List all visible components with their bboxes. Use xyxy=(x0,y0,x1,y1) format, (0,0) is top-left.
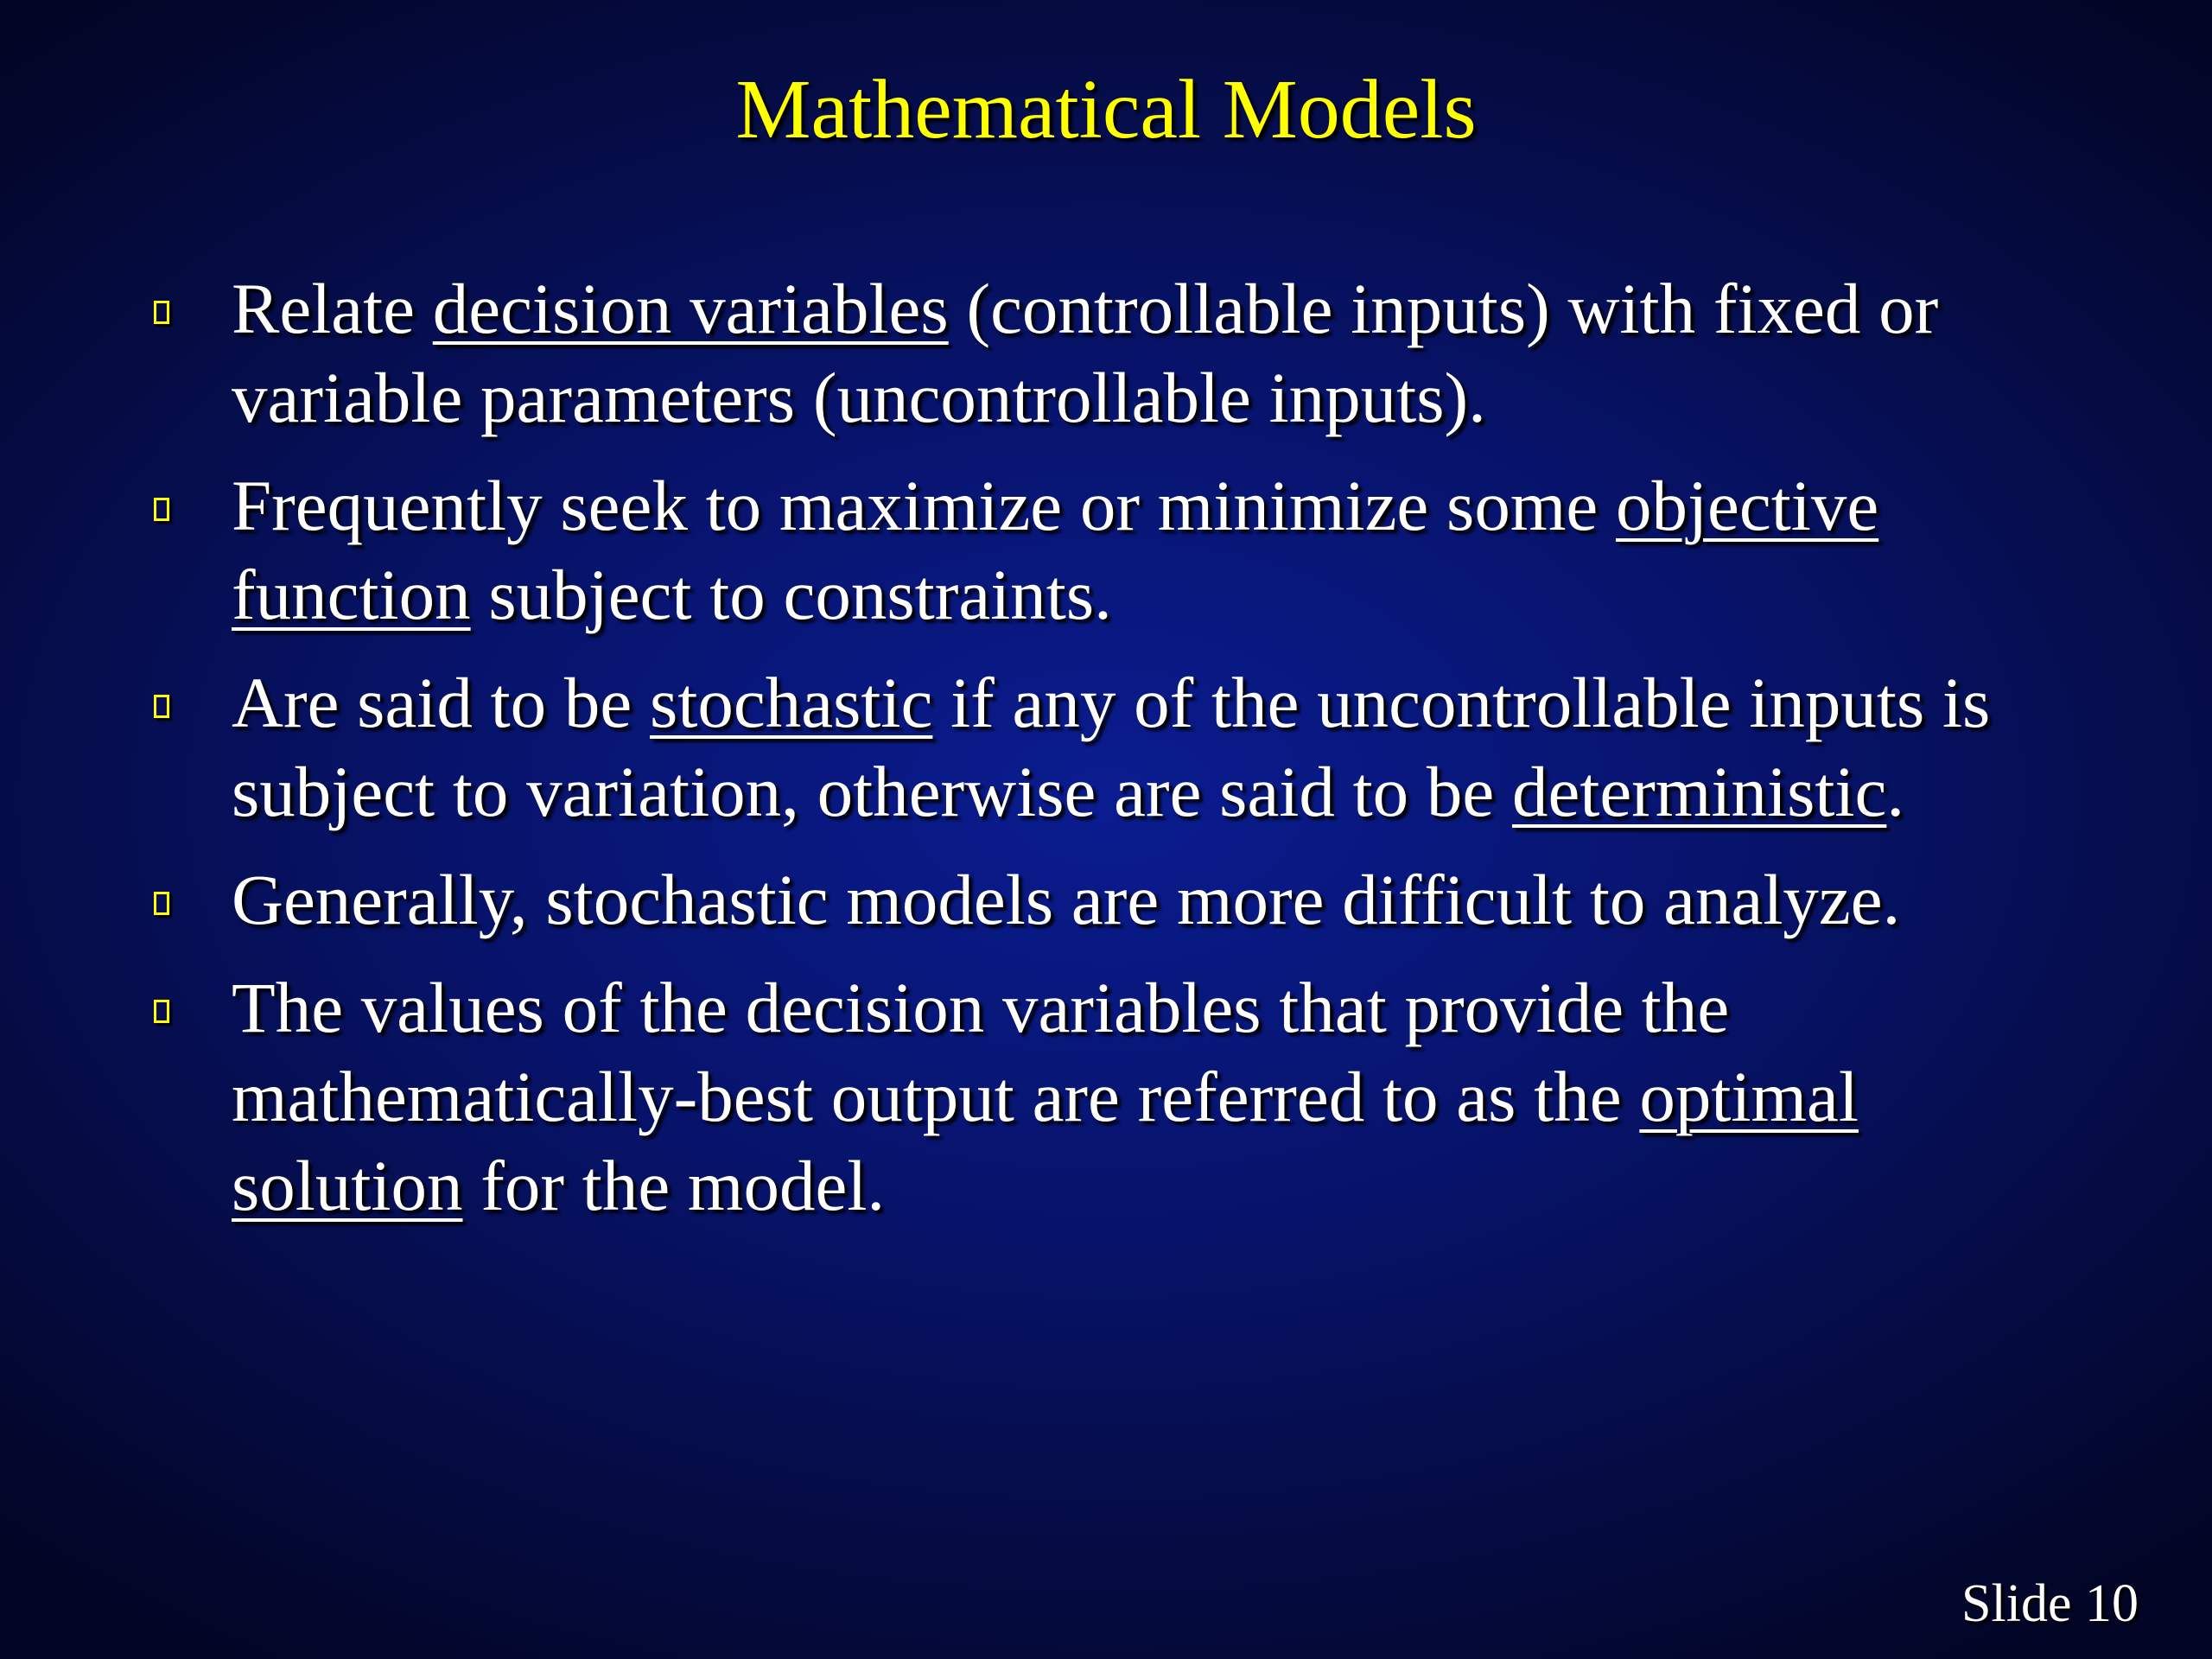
underlined-term: stochastic xyxy=(650,663,933,742)
bullet-item xyxy=(147,461,2005,639)
bullet-text: . xyxy=(1886,752,1905,831)
hollow-square-bullet-icon xyxy=(154,498,169,521)
bullet-text: Generally, stochastic models are more difficult to analyze. xyxy=(232,860,1901,939)
bullet-text: Frequently seek to maximize or minimize some xyxy=(232,466,1616,545)
bullet-text: Are said to be xyxy=(232,663,651,742)
bullet-text: Relate xyxy=(232,269,433,348)
underlined-term: decision variables xyxy=(432,269,949,348)
slide-title: Mathematical Models xyxy=(735,63,1477,156)
bullet-text: if any of the uncontrollable inputs is subject to variation, otherwise are said to be xyxy=(232,663,1991,831)
hollow-square-bullet-icon xyxy=(154,695,169,718)
bullet-text: (controllable inputs) with fixed or variable parameters (uncontrollable inputs). xyxy=(232,269,1939,437)
bullet-item xyxy=(147,264,2005,442)
hollow-square-bullet-icon xyxy=(154,892,169,915)
underlined-term: optimal solution xyxy=(232,1057,1859,1225)
bullet-list xyxy=(147,264,2005,1249)
hollow-square-bullet-icon xyxy=(154,1000,169,1023)
bullet-item xyxy=(147,855,2005,944)
bullet-item xyxy=(147,658,2005,836)
bullet-text: for the model. xyxy=(462,1146,886,1225)
bullet-text: The values of the decision variables that provide the mathematically-best output are referred to as the xyxy=(232,968,1730,1136)
bullet-text: subject to constraints. xyxy=(470,555,1112,634)
underlined-term: deterministic xyxy=(1512,752,1887,831)
bullet-item xyxy=(147,963,2005,1230)
slide-number: Slide 10 xyxy=(1961,1574,2139,1633)
hollow-square-bullet-icon xyxy=(154,301,169,324)
underlined-term: objective function xyxy=(232,466,1879,634)
